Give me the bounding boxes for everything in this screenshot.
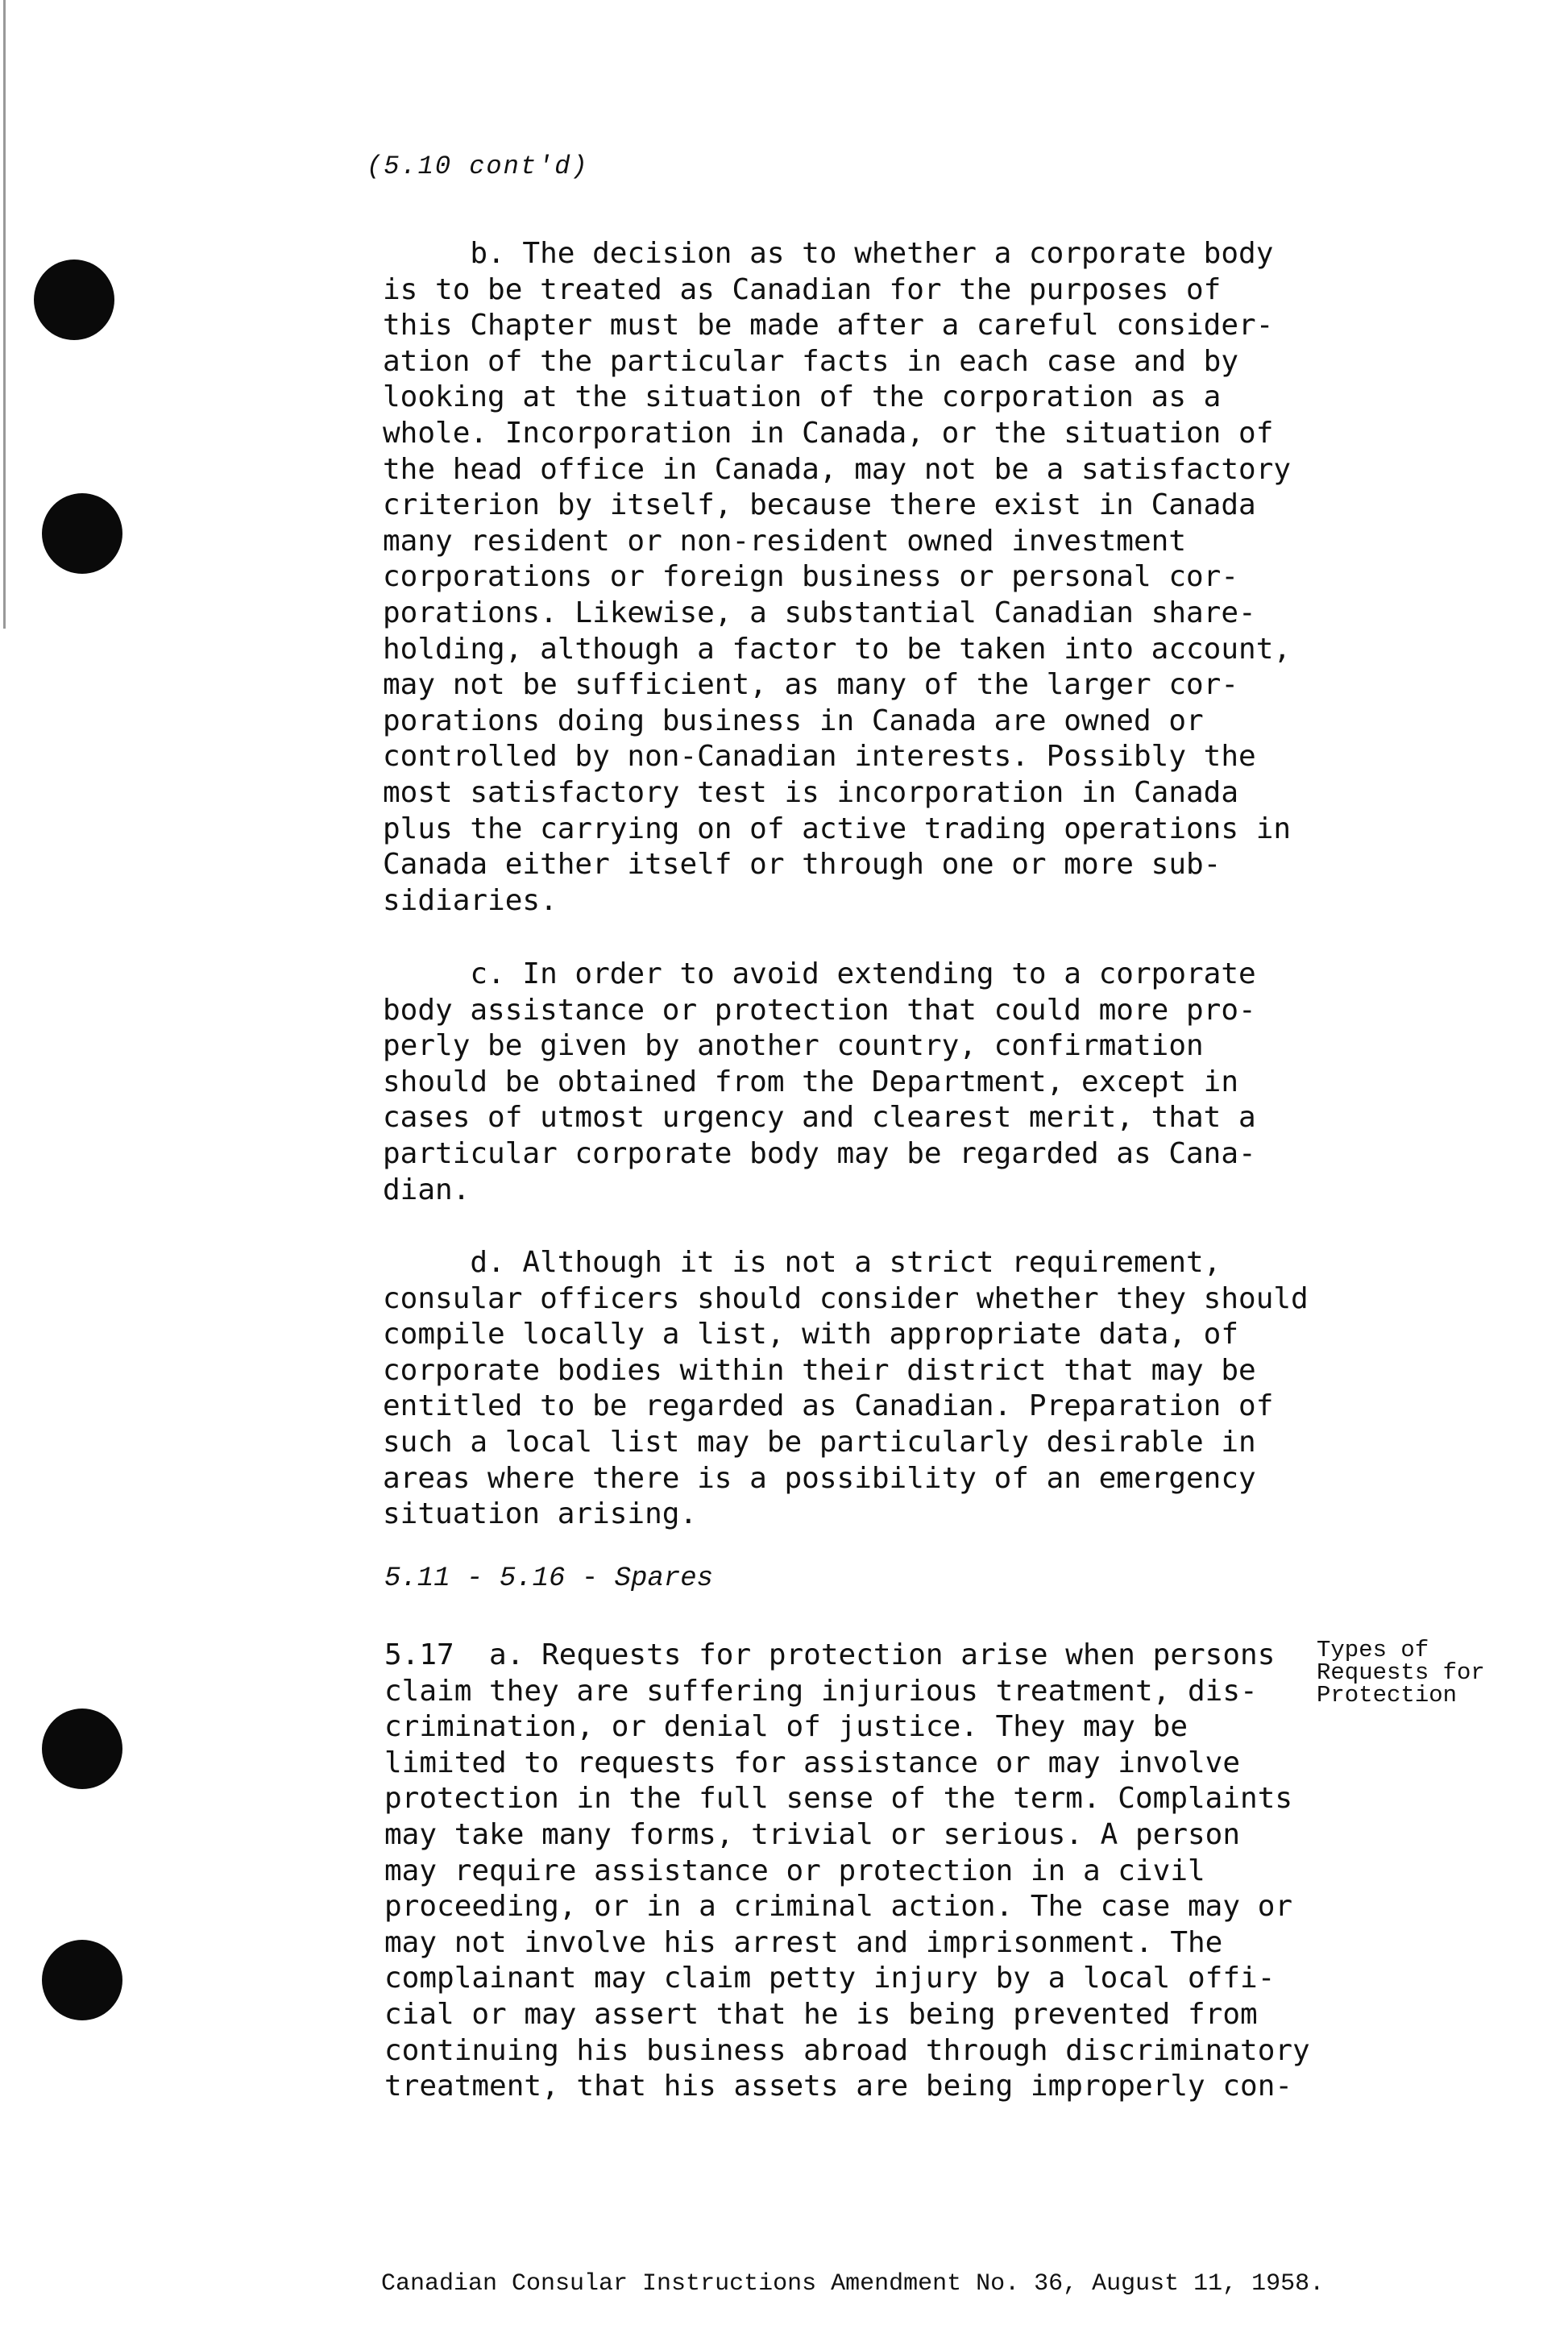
- punch-hole-1: [34, 259, 114, 340]
- paragraph-d-lines: d. Although it is not a strict requirement, consular officers should consider whether they should compile locally a list, with appropriate data, of corporate bodies within their district that may be entitled to be regarded as Canadian. Preparation of such a local list may be particularly desirable in areas where there is a possibility of an emergency situation arising.: [383, 1246, 1309, 1531]
- page-header: (5.10 cont'd): [367, 152, 589, 181]
- punch-hole-4: [42, 1940, 122, 2020]
- spares-range: 5.11 - 5.16: [384, 1563, 566, 1594]
- paragraph-b-lines: b. The decision as to whether a corporate body is to be treated as Canadian for the purposes of this Chapter must be made after a careful consider- ation of the particular facts in each case and by looking at the situation of the corporation as a whole. Incorporation in Canada, or the situation of the head office in Canada, may not be a satisfactory criterion by itself, because there exist in Canada many resident or non-resident owned investment corporations or foreign business or personal cor- porations. Likewise, a substantial Canadian share- holding, although a factor to be taken into account, may not be sufficient, as many of the larger cor- porations doing business in Canada are owned or controlled by non-Canadian interests. Possibly the most satisfactory test is incorporation in Canada plus the carrying on of active trading operations in Canada either itself or through one or more sub- sidiaries.: [383, 237, 1292, 917]
- paragraph-d: [383, 1245, 1309, 1533]
- punch-hole-3: [42, 1709, 122, 1789]
- margin-note-types-of-requests: Types of Requests for Protection: [1317, 1637, 1485, 1709]
- spares-line: 5.11 - 5.16 - Spares: [384, 1563, 714, 1594]
- paragraph-c-lines: c. In order to avoid extending to a corporate body assistance or protection that could more pro- perly be given by another country, confirmation should be obtained from the Department, except in cases of utmost urgency and clearest merit, that a particular corporate body may be regarded as Cana- dian.: [383, 957, 1256, 1206]
- page-edge-line: [3, 0, 6, 629]
- spares-label: Spares: [614, 1563, 714, 1594]
- paragraph-c: [383, 957, 1269, 1208]
- punch-hole-2: [42, 493, 122, 574]
- page-footer: Canadian Consular Instructions Amendment No. 36, August 11, 1958.: [381, 2270, 1325, 2298]
- paragraph-b: [383, 236, 1292, 919]
- section-5-17-lines: 5.17 a. Requests for protection arise when persons claim they are suffering injurious treatment, dis- crimination, or denial of justice. They may be limited to requests for assistance or may involve protection in the full sense of the term. Complaints may take many forms, trivial or serious. A person may require assistance or protection in a civil proceeding, or in a criminal action. The case may or may not involve his arrest and imprisonment. The complainant may claim petty injury by a local offi- cial or may assert that he is being prevented from continuing his business abroad through discriminatory treatment, that his assets are being improperly con-: [384, 1638, 1310, 2103]
- section-5-17: [384, 1638, 1310, 2105]
